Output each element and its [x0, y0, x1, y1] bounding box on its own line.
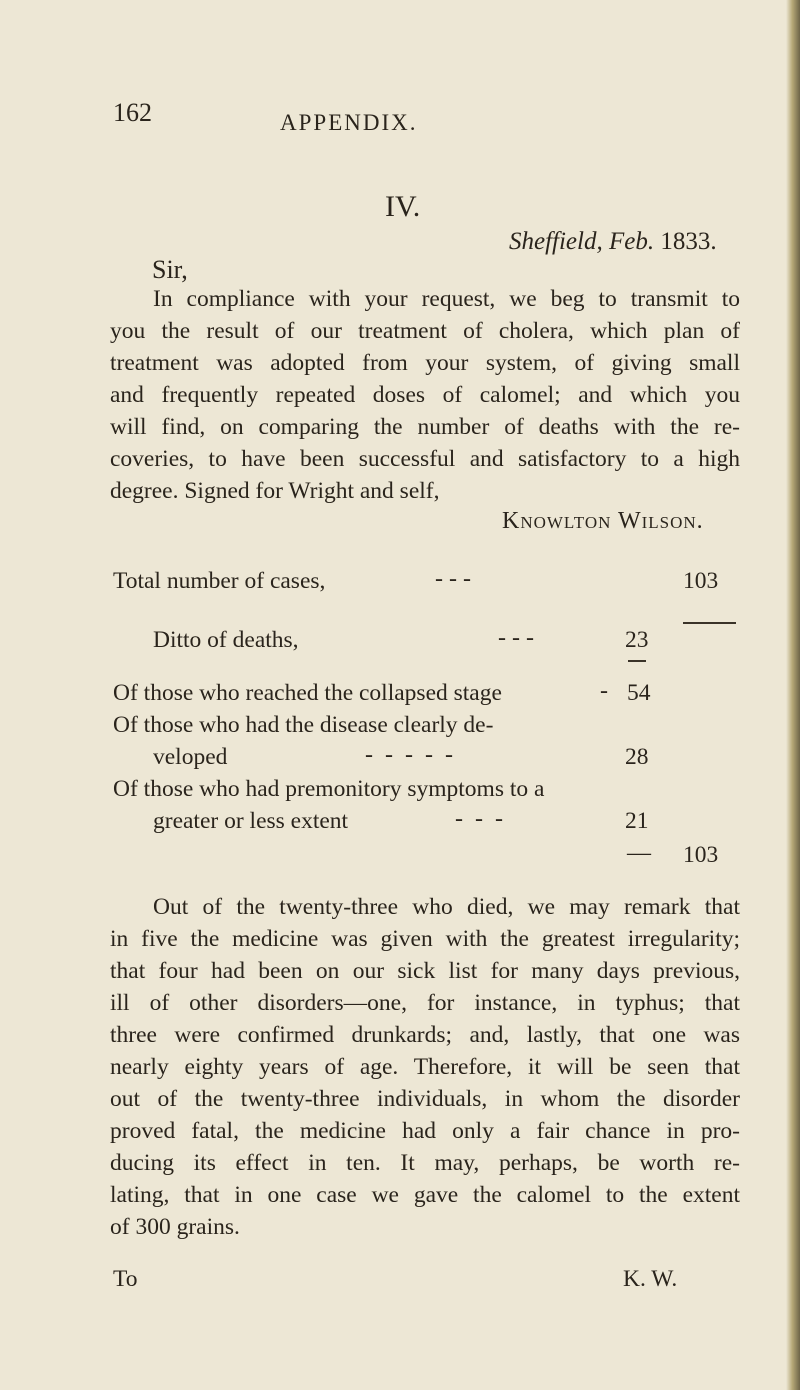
row-collapsed-value: 54	[627, 680, 651, 706]
total-label: Total number of cases,	[113, 568, 326, 594]
signature	[502, 508, 704, 535]
addressee-to: To	[113, 1266, 138, 1292]
year-text: 1833.	[660, 228, 717, 255]
letter-place-date	[509, 228, 717, 256]
row-developed-label: Of those who had the disease clearly de-	[113, 712, 494, 738]
total-rule	[683, 622, 736, 624]
deaths-label: Ditto of deaths,	[153, 627, 299, 653]
row-premonitory-value: 21	[625, 808, 649, 834]
row-developed-value: 28	[625, 744, 649, 770]
paragraph-line: will find, on comparing the number of deaths with the re-	[110, 414, 740, 440]
total-value: 103	[683, 568, 719, 594]
paragraph-line: in five the medicine was given with the greatest irregularity;	[110, 926, 740, 952]
row-developed-dashes: - - - - -	[365, 742, 456, 768]
paragraph-line: lating, that in one case we gave the calomel to the extent	[110, 1182, 740, 1208]
paragraph-line: of 300 grains.	[110, 1214, 240, 1240]
row-premonitory-dashes: - - -	[455, 806, 506, 832]
salutation: Sir,	[152, 255, 188, 284]
paragraph-line: In compliance with your request, we beg to transmit to	[153, 286, 740, 312]
sum-dash: —	[627, 840, 651, 866]
paragraph-line: you the result of our treatment of cholera, which plan of	[110, 318, 740, 344]
paragraph-line: degree. Signed for Wright and self,	[110, 478, 440, 504]
paragraph-line: treatment was adopted from your system, of giving small	[110, 350, 740, 376]
paragraph-line: three were confirmed drunkards; and, lastly, that one was	[110, 1022, 740, 1048]
paragraph-line: that four had been on our sick list for many days previous,	[110, 958, 740, 984]
page-number: 162	[113, 98, 152, 127]
paragraph-line: Out of the twenty-three who died, we may remark that	[153, 894, 740, 920]
row-premonitory-label: Of those who had premonitory symptoms to a	[113, 776, 545, 802]
paragraph-line: and frequently repeated doses of calomel; and which you	[110, 382, 740, 408]
row-premonitory-label-cont: greater or less extent	[153, 808, 349, 834]
row-collapsed-label: Of those who reached the collapsed stage	[113, 680, 502, 706]
paragraph-line: ill of other disorders—one, for instance, in typhus; that	[110, 990, 740, 1016]
paragraph-line: nearly eighty years of age. Therefore, it will be seen that	[110, 1054, 740, 1080]
paragraph-line: out of the twenty-three individuals, in whom the disorder	[110, 1086, 740, 1112]
deaths-dashes: - - -	[498, 625, 534, 651]
running-head: APPENDIX.	[280, 110, 418, 135]
letter-numeral: IV.	[385, 190, 421, 223]
closing-initials: K. W.	[623, 1266, 678, 1292]
paragraph-line: proved fatal, the medicine had only a fair chance in pro-	[110, 1118, 740, 1144]
deaths-rule	[628, 660, 646, 662]
signature-text: Knowlton Wilson.	[502, 508, 704, 534]
row-developed-label-cont: veloped	[153, 744, 228, 770]
total-dashes: - - -	[435, 566, 471, 592]
deaths-value: 23	[625, 627, 649, 653]
row-collapsed-dashes: -	[600, 678, 608, 704]
paragraph-line: ducing its effect in ten. It may, perhaps, be worth re-	[110, 1150, 740, 1176]
paragraph-line: coveries, to have been successful and satisfactory to a high	[110, 446, 740, 472]
place-text: Sheffield, Feb.	[509, 228, 655, 255]
page-edge-shadow	[786, 0, 800, 1390]
sum-value: 103	[683, 842, 719, 868]
